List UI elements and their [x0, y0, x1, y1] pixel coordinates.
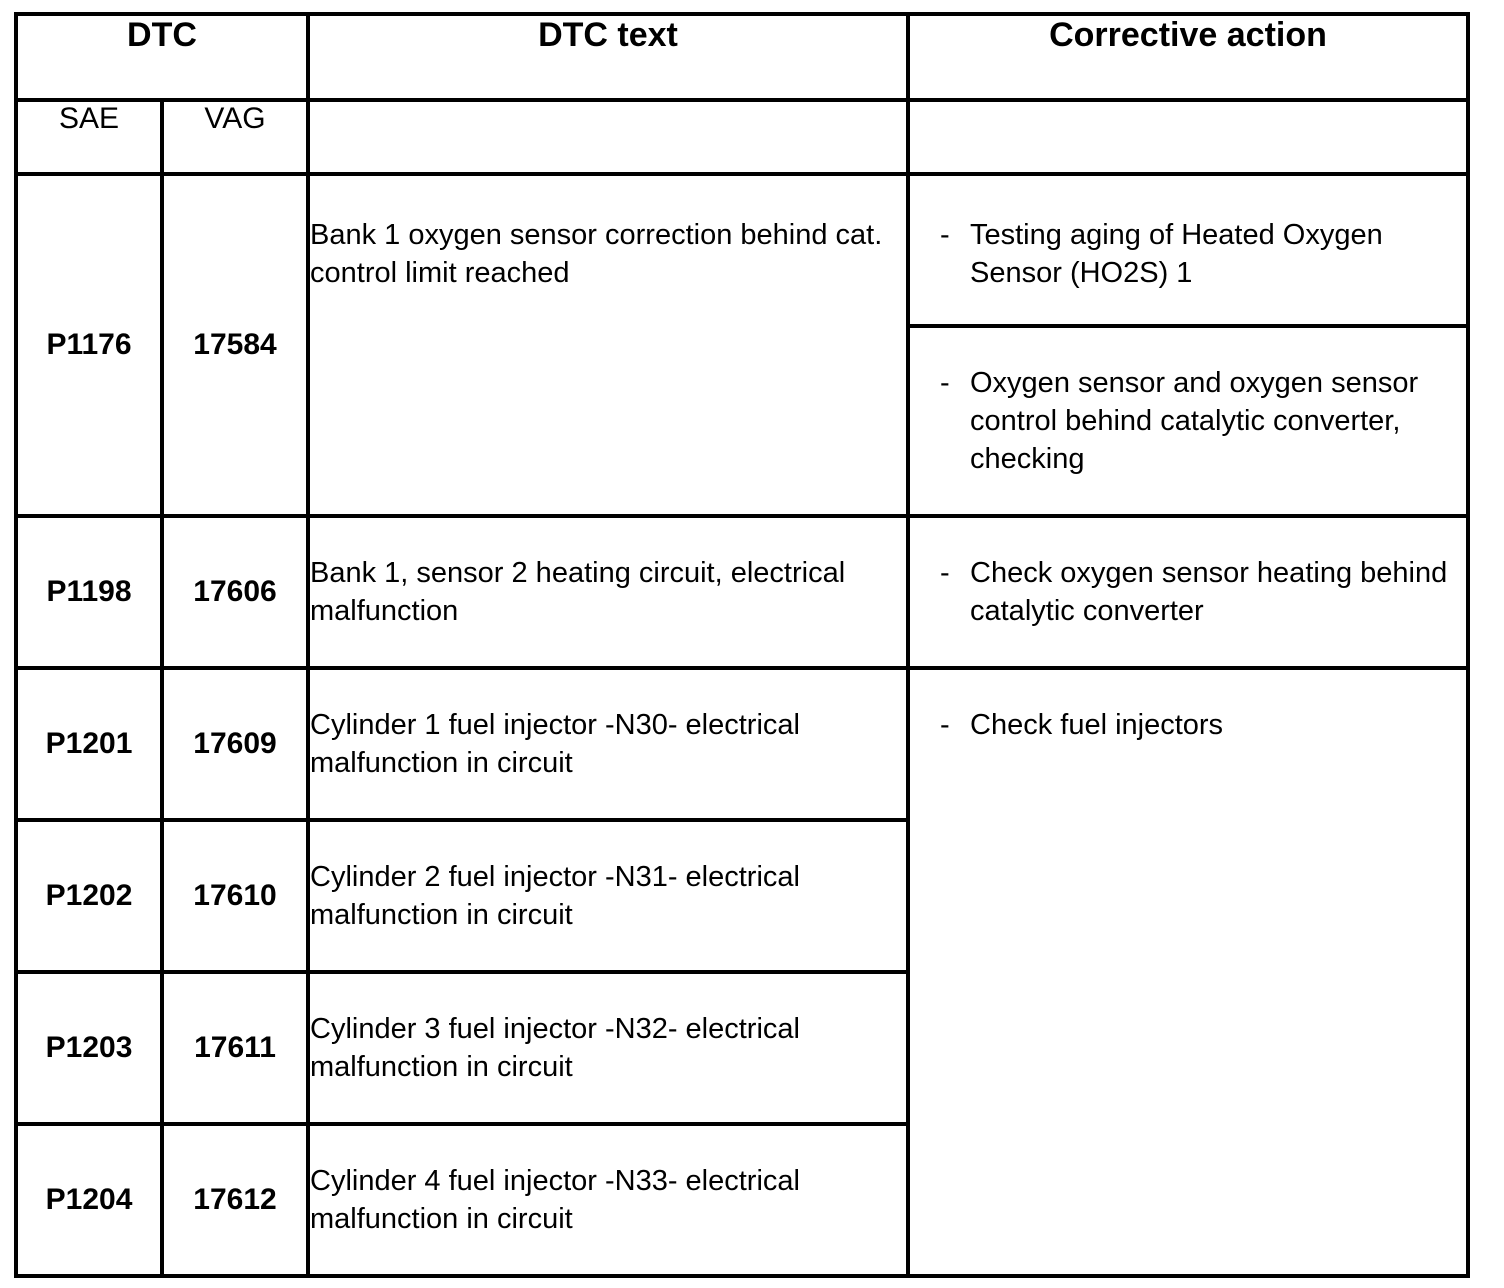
vag-code: 17610: [162, 820, 308, 972]
subheader-row: [16, 100, 1468, 174]
vag-code: 17606: [162, 516, 308, 668]
action-text: Testing aging of Heated Oxygen Sensor (HO2S) 1: [970, 219, 1383, 289]
vag-code: 17584: [162, 174, 308, 516]
action-text: Check oxygen sensor heating behind catalytic converter: [970, 557, 1448, 627]
header-row: [16, 14, 1468, 100]
sae-subheader: SAE: [16, 100, 162, 174]
vag-code: 17609: [162, 668, 308, 820]
dtc-description: Cylinder 3 fuel injector -N32- electrical malfunction in circuit: [308, 972, 908, 1124]
dtc-description: Cylinder 1 fuel injector -N30- electrical malfunction in circuit: [308, 668, 908, 820]
dtc-text-subheader-empty: [308, 100, 908, 174]
action-text: Oxygen sensor and oxygen sensor control behind catalytic converter, checking: [970, 367, 1419, 475]
corrective-action-subheader-empty: [908, 100, 1468, 174]
dash-marker: -: [940, 219, 950, 251]
dash-marker: -: [940, 367, 950, 399]
action-item: [910, 706, 1466, 744]
corrective-action-cell: [908, 174, 1468, 326]
dash-marker: -: [940, 557, 950, 589]
dtc-header: DTC: [16, 14, 308, 100]
corrective-action-header: Corrective action: [908, 14, 1468, 100]
corrective-action-cell: [908, 668, 1468, 1276]
sae-code: P1201: [16, 668, 162, 820]
action-item: [910, 216, 1466, 292]
action-text: Check fuel injectors: [970, 709, 1224, 741]
vag-subheader: VAG: [162, 100, 308, 174]
sae-code: P1176: [16, 174, 162, 516]
corrective-action-cell: [908, 326, 1468, 516]
dtc-description: Cylinder 2 fuel injector -N31- electrical malfunction in circuit: [308, 820, 908, 972]
dtc-table: [14, 12, 1470, 1278]
table-row: [16, 174, 1468, 326]
dtc-description: Bank 1, sensor 2 heating circuit, electrical malfunction: [308, 516, 908, 668]
dtc-text-header: DTC text: [308, 14, 908, 100]
action-item: [910, 364, 1466, 478]
sae-code: P1203: [16, 972, 162, 1124]
sae-code: P1204: [16, 1124, 162, 1276]
vag-code: 17611: [162, 972, 308, 1124]
table-row: [16, 668, 1468, 820]
action-item: [910, 554, 1466, 630]
table-row: [16, 516, 1468, 668]
corrective-action-cell: [908, 516, 1468, 668]
sae-code: P1202: [16, 820, 162, 972]
sae-code: P1198: [16, 516, 162, 668]
dash-marker: -: [940, 709, 950, 741]
vag-code: 17612: [162, 1124, 308, 1276]
dtc-description: Bank 1 oxygen sensor correction behind cat. control limit reached: [308, 174, 908, 516]
dtc-description: Cylinder 4 fuel injector -N33- electrical malfunction in circuit: [308, 1124, 908, 1276]
